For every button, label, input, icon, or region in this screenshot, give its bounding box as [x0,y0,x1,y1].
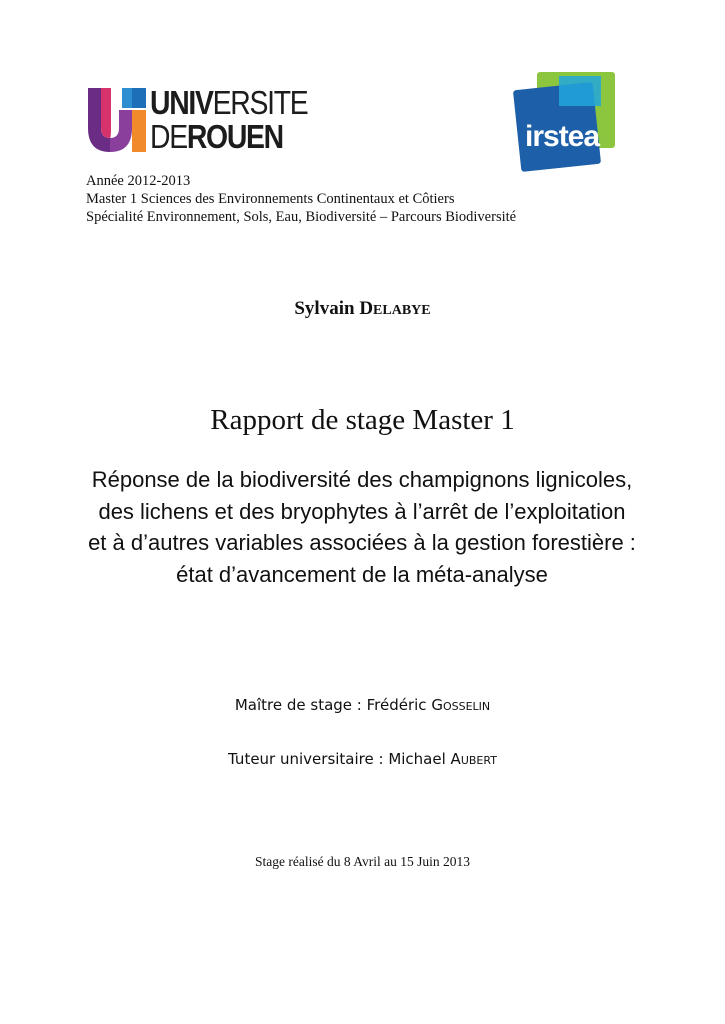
academic-year: Année 2012-2013 [86,173,191,189]
university-tutor: Tuteur universitaire : Michael AUBERT [228,750,497,768]
university-emblem-icon [86,86,148,154]
university-name-line2: DEROUEN [150,118,283,155]
university-name-line1: UNIVERSITE [150,84,308,121]
irstea-wordmark: irstea [525,120,600,153]
internship-supervisor: Maître de stage : Frédéric GOSSELIN [234,696,491,714]
irstea-logo [515,72,617,170]
author-name: Sylvain DELABYE [294,298,431,319]
program-header [86,172,516,226]
report-subtitle: Réponse de la biodiversité des champignons lignicoles, des lichens et des bryophytes à l’arrêt de l’exploitation et à d’autres variables associées à la gestion forestière : état d’avancement de la méta-analyse [88,467,636,587]
internship-dates: Stage réalisé du 8 Avril au 15 Juin 2013 [255,854,470,869]
report-title: Rapport de stage Master 1 [210,404,515,436]
master-program: Master 1 Sciences des Environnements Continentaux et Côtiers [86,191,455,207]
specialty: Spécialité Environnement, Sols, Eau, Biodiversité – Parcours Biodiversité [86,209,517,225]
irstea-cyan-overlap [559,76,601,106]
universite-de-rouen-logo [86,86,308,154]
